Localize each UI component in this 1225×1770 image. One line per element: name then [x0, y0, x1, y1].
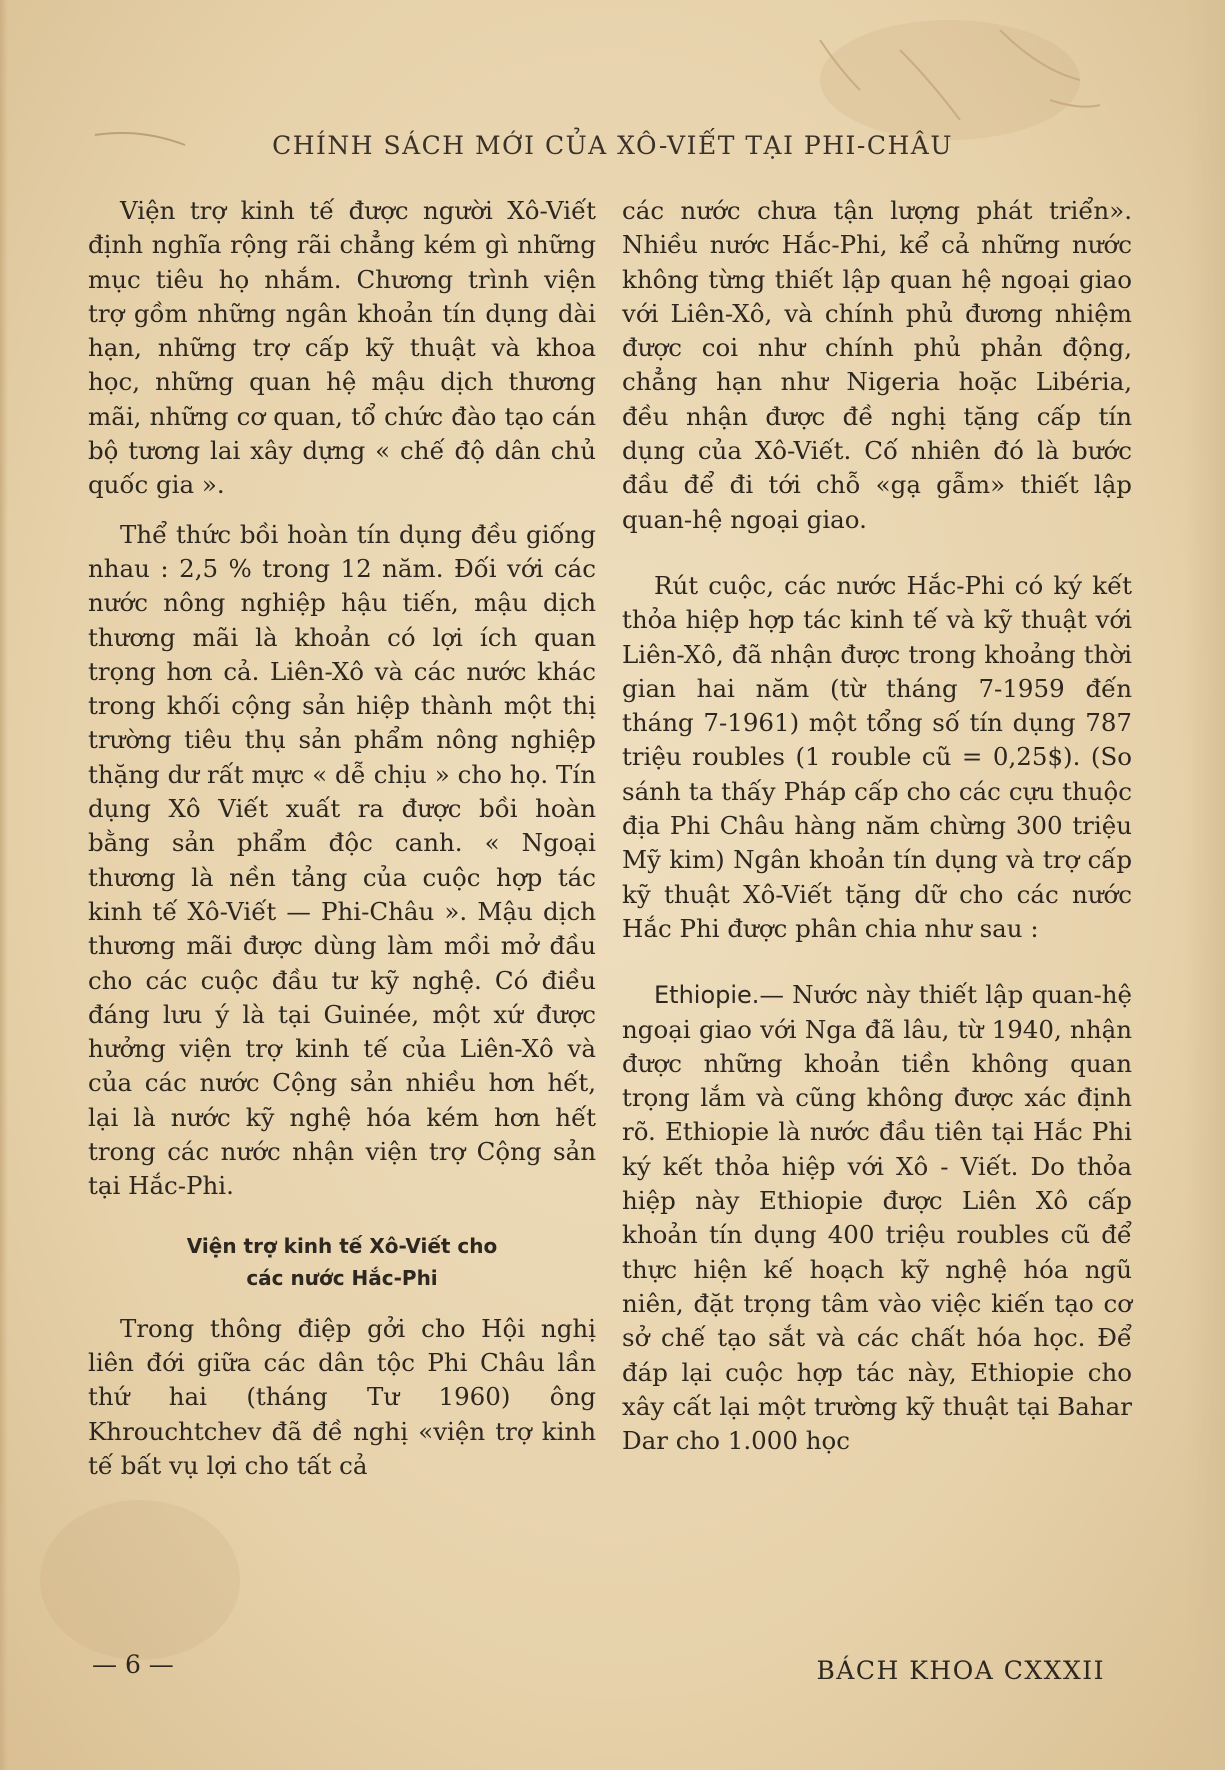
- paragraph: Rút cuộc, các nước Hắc-Phi có ký kết thỏa hiệp hợp tác kinh tế và kỹ thuật với Liên-Xô, đã nhận được trong khoảng thời gian hai năm (từ tháng 7-1959 đến tháng 7-1961) một tổng số tín dụng 787 triệu roubles (1 rouble cũ = 0,25$). (So sánh ta thấy Pháp cấp cho các cựu thuộc địa Phi Châu hàng năm chừng 300 triệu Mỹ kim) Ngân khoản tín dụng và trợ cấp kỹ thuật Xô-Viết tặng dữ cho các nước Hắc Phi được phân chia như sau :: [622, 570, 1132, 943]
- paragraph-text: — Nước này thiết lập quan-hệ ngoại giao với Nga đã lâu, từ 1940, nhận được những khoản tiền không quan trọng lắm và cũng không được xác định rõ. Ethiopie là nước đầu tiên tại Hắc Phi ký kết thỏa hiệp với Xô - Viết. Do thỏa hiệp này Ethiopie được Liên Xô cấp khoản tín dụng 400 triệu roubles cũ để thực hiện kế hoạch kỹ nghệ hóa ngũ niên, đặt trọng tâm vào việc kiến tạo cơ sở chế tạo sắt và các chất hóa học. Để đáp lại cuộc hợp tác này, Ethiopie cho xây cất lại một trường kỹ thuật tại Bahar Dar cho 1.000 học: [622, 980, 1132, 1456]
- paragraph: Thể thức bồi hoàn tín dụng đều giống nhau : 2,5 % trong 12 năm. Đối với các nước nông nghiệp hậu tiến, mậu dịch thương mãi là khoản có lợi ích quan trọng hơn cả. Liên-Xô và các nước khác trong khối cộng sản hiệp thành một thị trường tiêu thụ sản phẩm nông nghiệp thặng dư rất mực « dễ chịu » cho họ. Tín dụng Xô Viết xuất ra được bồi hoàn bằng sản phẩm độc canh. « Ngoại thương là nền tảng của cuộc hợp tác kinh tế Xô-Viết — Phi-Châu ». Mậu dịch thương mãi được dùng làm mồi mở đầu cho các cuộc đầu tư kỹ nghệ. Có điều đáng lưu ý là tại Guinée, một xứ được hưởng viện trợ kinh tế của Liên-Xô và của các nước Cộng sản nhiều hơn hết, lại là nước kỹ nghệ hóa kém hơn hết trong các nước nhận viện trợ Cộng sản tại Hắc-Phi.: [88, 519, 596, 1201]
- left-text-column: [88, 194, 596, 1483]
- page-edge-shadow-left: [0, 0, 8, 1770]
- page-number: — 6 —: [92, 1650, 174, 1679]
- subheading-line: Viện trợ kinh tế Xô-Viết cho: [186, 1233, 498, 1258]
- section-subheading: [88, 1230, 596, 1294]
- paragraph: Trong thông điệp gởi cho Hội nghị liên đới giữa các dân tộc Phi Châu lần thứ hai (tháng Tư 1960) ông Khrouchtchev đã đề nghị «viện trợ kinh tế bất vụ lợi cho tất cả: [88, 1313, 596, 1480]
- paragraph: [622, 978, 1132, 1458]
- publication-name: BÁCH KHOA CXXXII: [816, 1656, 1105, 1685]
- paper-scratch-marks: [0, 10, 1225, 150]
- paper-stain: [40, 1500, 240, 1660]
- paragraph: Viện trợ kinh tế được người Xô-Viết định nghĩa rộng rãi chẳng kém gì những mục tiêu họ nhắm. Chương trình viện trợ gồm những ngân khoản tín dụng dài hạn, những trợ cấp kỹ thuật và khoa học, những quan hệ mậu dịch thương mãi, những cơ quan, tổ chức đào tạo cán bộ tương lai xây dựng « chế độ dân chủ quốc gia ».: [88, 196, 596, 500]
- paragraph: các nước chưa tận lượng phát triển». Nhiều nước Hắc-Phi, kể cả những nước không từng thiết lập quan hệ ngoại giao với Liên-Xô, và chính phủ đương nhiệm được coi như chính phủ phản động, chẳng hạn như Nigeria hoặc Libéria, đều nhận được đề nghị tặng cấp tín dụng của Xô-Viết. Cố nhiên đó là bước đầu để đi tới chỗ «gạ gẫm» thiết lập quan-hệ ngoại giao.: [622, 196, 1132, 534]
- right-text-column: [622, 194, 1132, 1458]
- article-title: CHÍNH SÁCH MỚI CỦA XÔ-VIẾT TẠI PHI-CHÂU: [272, 131, 953, 160]
- country-lead-word: Ethiopie.: [654, 981, 760, 1010]
- page-edge-shadow-right: [1185, 0, 1225, 1770]
- subheading-line: các nước Hắc-Phi: [246, 1265, 438, 1290]
